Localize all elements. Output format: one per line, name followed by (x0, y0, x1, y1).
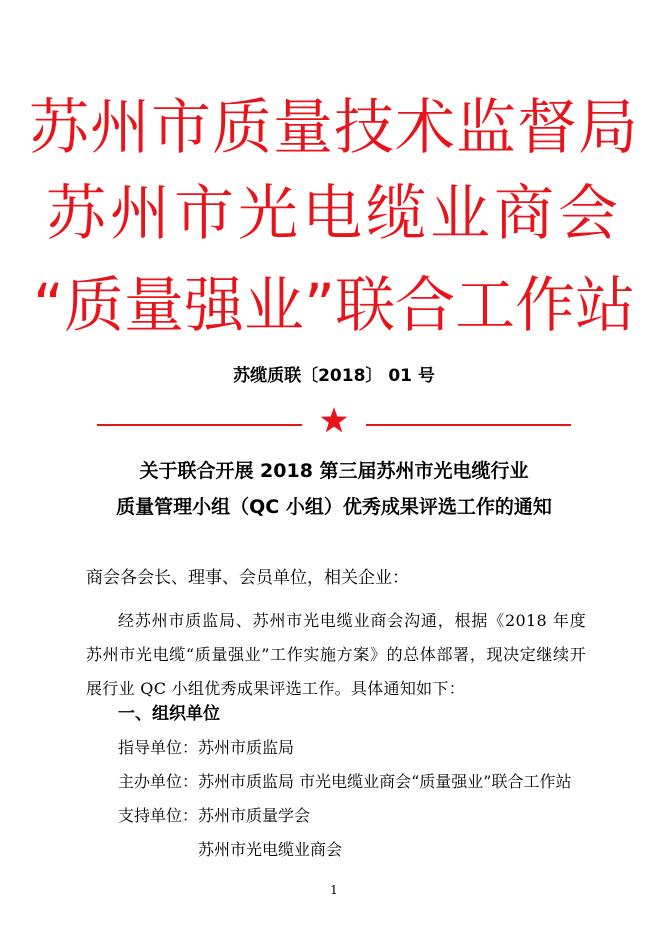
guide-unit: 指导单位：苏州市质监局 (118, 738, 295, 757)
letterhead-line-3: “质量强业”联合工作站 (32, 271, 636, 341)
notice-title-line-2: 质量管理小组（QC 小组）优秀成果评选工作的通知 (116, 496, 552, 518)
page-number: 1 (330, 883, 338, 897)
document-number: 苏缆质联〔2018〕 01 号 (233, 366, 435, 386)
divider-line-left (97, 424, 302, 426)
host-unit: 主办单位：苏州市质监局 市光电缆业商会“质量强业”联合工作站 (118, 772, 572, 791)
star-icon (320, 406, 348, 434)
section-heading-organizers: 一、组织单位 (118, 704, 220, 724)
letterhead-line-1: 苏州市质量技术监督局 (29, 93, 639, 163)
notice-title-line-1: 关于联合开展 2018 第三届苏州市光电缆行业 (139, 460, 529, 482)
body-paragraph: 经苏州市质监局、苏州市光电缆业商会沟通，根据《2018 年度苏州市光电缆“质量强业”工作实施方案》的总体部署，现决定继续开展行业 QC 小组优秀成果评选工作。具体通知如下： (86, 611, 586, 698)
divider-line-right (366, 424, 571, 426)
support-unit-2: 苏州市光电缆业商会 (198, 840, 343, 859)
salutation: 商会各会长、理事、会员单位，相关企业： (86, 568, 409, 588)
letterhead-line-2: 苏州市光电缆业商会 (46, 179, 622, 249)
support-unit: 支持单位：苏州市质量学会 (118, 806, 311, 825)
